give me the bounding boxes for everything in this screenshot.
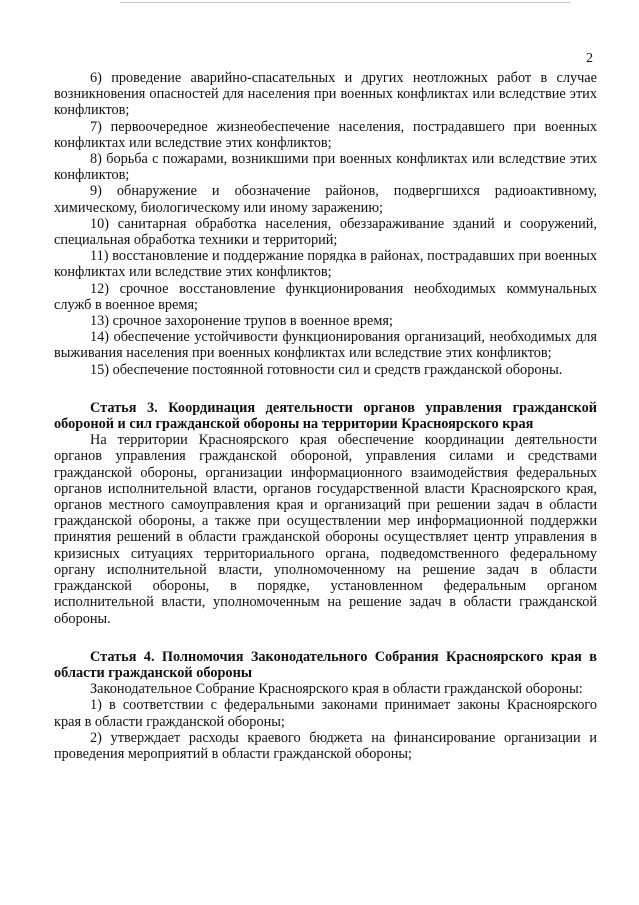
list-item-8: 8) борьба с пожарами, возникшими при военных конфликтах или вследствие этих конфликтов; — [54, 151, 597, 184]
page-number: 2 — [586, 51, 593, 66]
list-item-12: 12) срочное восстановление функционирования необходимых коммунальных служб в военное время; — [54, 280, 597, 313]
scan-top-edge — [120, 2, 570, 3]
list-item-11: 11) восстановление и поддержание порядка в районах, пострадавших при военных конфликтах или вследствие этих конфликтов; — [54, 248, 597, 281]
list-item-15: 15) обеспечение постоянной готовности сил и средств гражданской обороны. — [90, 361, 563, 378]
article-3-body: На территории Красноярского края обеспечение координации деятельности органов управления гражданской обороной, управления силами и средствами гражданской обороны, организации информационного взаимодействия федеральных органов исполнительной власти, органов государственной власти Красноярского края, органов местного самоуправления края и организаций при решении задач в области гражданской обороны, а также при осуществлении мер информационной поддержки принятия решений в области гражданской обороны осуществляет центр управления в кризисных ситуациях территориального органа, подведомственного федеральному органу исполнительной власти, уполномоченному на решение задач в области гражданской обороны, в порядке, установленном федеральным органом исполнительной власти, уполномоченным на решение задач в области гражданской обороны. — [54, 432, 597, 627]
article-3-heading: Статья 3. Координация деятельности органов управления гражданской обороной и сил гражданской обороны на территории Красноярского края — [54, 399, 597, 433]
list-item-13: 13) срочное захоронение трупов в военное время; — [90, 313, 393, 330]
document-body — [54, 70, 597, 762]
list-item-10: 10) санитарная обработка населения, обеззараживание зданий и сооружений, специальная обработка техники и территорий; — [54, 215, 597, 249]
list-item-14: 14) обеспечение устойчивости функционирования организаций, необходимых для выживания населения при военных конфликтах или вследствие этих конфликтов; — [54, 329, 597, 362]
article-4-item-1: 1) в соответствии с федеральными законами принимает законы Красноярского края в области гражданской обороны; — [54, 697, 597, 730]
article-4-heading: Статья 4. Полномочия Законодательного Собрания Красноярского края в области гражданской обороны — [54, 648, 597, 681]
article-4-intro: Законодательное Собрание Красноярского края в области гражданской обороны: — [90, 681, 583, 698]
list-item-7: 7) первоочередное жизнеобеспечение населения, пострадавшего при военных конфликтах или вследствие этих конфликтов; — [54, 118, 597, 151]
article-4-item-2: 2) утверждает расходы краевого бюджета на финансирование организации и проведения мероприятий в области гражданской обороны; — [54, 729, 597, 762]
list-item-9: 9) обнаружение и обозначение районов, подвергшихся радиоактивному, химическому, биологическому или иному заражению; — [54, 183, 597, 216]
list-item-6: 6) проведение аварийно-спасательных и других неотложных работ в случае возникновения опасностей для населения при военных конфликтах или вследствие этих конфликтов; — [54, 70, 597, 119]
